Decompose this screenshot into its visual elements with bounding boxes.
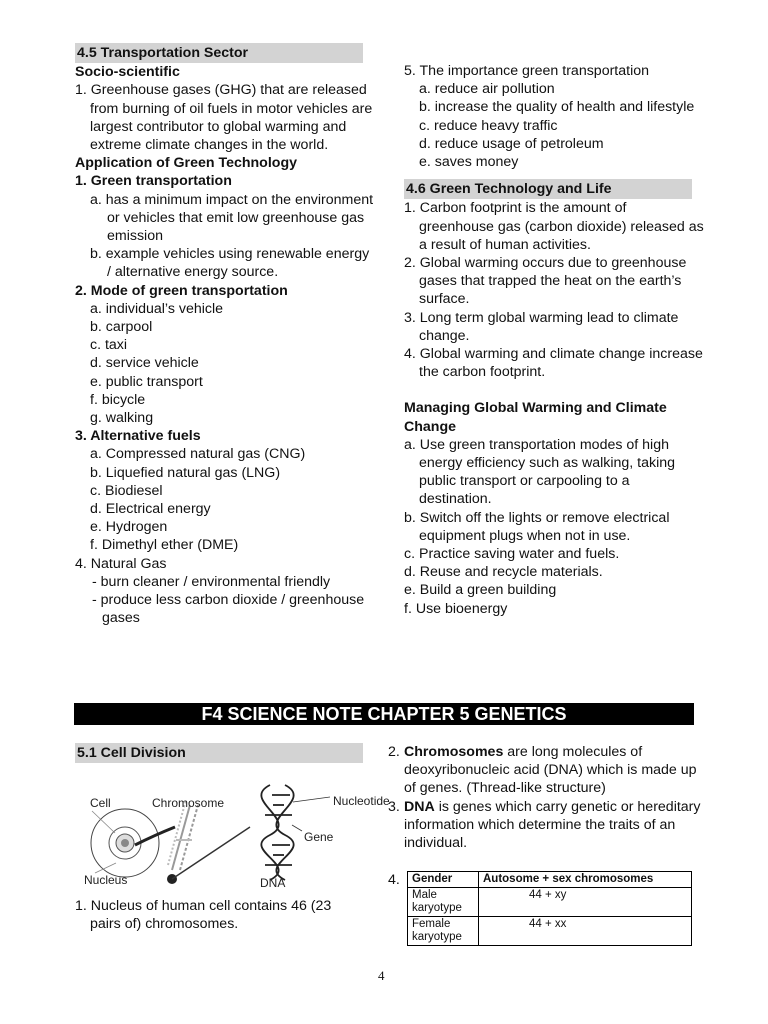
list-item: c. Biodiesel [90,482,163,499]
chapter-left-item [75,897,365,933]
list-item: d. Reuse and recycle materials. [404,564,603,581]
bold-term: DNA [404,798,435,815]
figure-label-dna: DNA [260,876,286,890]
list-item: c. taxi [90,337,128,354]
table-cell: 44 + xy [479,888,692,917]
table-header-row [408,872,692,888]
table-header: Autosome + sex chromosomes [479,872,692,888]
table-cell: 44 + xx [479,917,692,946]
section-header-4-5: 4.5 Transportation Sector [75,43,363,63]
item-text: is genes which carry genetic or hereditary information which determine the traits of an individual. [404,798,701,852]
list-item: d. service vehicle [90,355,199,372]
list-item: f. Use bioenergy [404,600,508,617]
table-header: Gender [408,872,479,888]
figure-label-gene: Gene [304,830,334,844]
page-number: 4 [378,968,385,983]
left-column [75,43,375,628]
chapter-right [386,743,706,852]
table-cell: Female karyotype [408,917,479,946]
list-item: b. example vehicles using renewable energy / alternative energy source. [90,246,370,281]
list-item: b. Liquefied natural gas (LNG) [90,464,281,481]
list-item: f. bicycle [90,391,146,408]
socio-title: Socio-scientific [75,64,180,81]
list-item: e. Build a green building [404,582,557,599]
list-item: a. Compressed natural gas (CNG) [90,446,306,463]
green-transport-title: 1. Green transportation [75,173,232,190]
figure-label-nucleotide: Nucleotide [333,794,390,808]
list-item: b. increase the quality of health and lifestyle [419,99,695,116]
table-cell: Male karyotype [408,888,479,917]
chromosomes-item [386,743,706,798]
list-item: b. Switch off the lights or remove electrical equipment plugs when not in use. [404,509,670,544]
fuels-title: 3. Alternative fuels [75,428,201,445]
list-item: c. reduce heavy traffic [419,117,558,134]
mode-title: 2. Mode of green transportation [75,282,288,299]
list-item: 2. Global warming occurs due to greenhouse gases that trapped the heat on the earth’s surface. [404,255,687,308]
list-item: a. has a minimum impact on the environment or vehicles that emit low greenhouse gas emission [90,191,374,245]
bold-term: Chromosomes [404,744,504,760]
list-item: f. Dimethyl ether (DME) [90,537,239,554]
list-item: 4. Global warming and climate change increase the carbon footprint. [404,346,703,381]
list-item: 3. Long term global warming lead to climate change. [404,309,679,344]
section-header-4-6: 4.6 Green Technology and Life [404,179,692,199]
dna-helix [261,785,293,880]
figure-label-nucleus: Nucleus [84,873,128,887]
list-item: a. individual’s vehicle [90,300,224,317]
list-item: 1. Carbon footprint is the amount of greenhouse gas (carbon dioxide) released as a result of human activities. [404,200,704,253]
list-item: a. reduce air pollution [419,81,555,98]
list-item: e. public transport [90,373,203,390]
application-title: Application of Green Technology [75,155,298,172]
chapter-left [75,743,375,763]
right-column [404,62,704,618]
chapter-banner: F4 SCIENCE NOTE CHAPTER 5 GENETICS [74,703,694,725]
importance-title: 5. The importance green transportation [404,63,650,79]
section-header-5-1: 5.1 Cell Division [75,743,363,763]
chromosome-diagram [168,800,198,870]
managing-title: Managing Global Warming and Climate Change [404,400,667,435]
figure-label-chromosome: Chromosome [152,796,225,810]
item-text: are long molecules of deoxyribonucleic acid (DNA) which is made up of genes. (Thread-like structure) [404,744,697,797]
cell-dna-figure [80,765,390,890]
list-item: b. carpool [90,319,153,336]
list-item: c. Practice saving water and fuels. [404,546,620,563]
list-item: d. reduce usage of petroleum [419,135,604,152]
table-row [408,888,692,917]
list-item: d. Electrical energy [90,501,211,518]
dna-item [386,798,706,853]
list-item: g. walking [90,410,154,427]
karyotype-table [407,871,692,946]
item-number: 2. [388,744,400,760]
list-item: - burn cleaner / environmental friendly [92,573,331,590]
gas-title: 4. Natural Gas [75,555,167,572]
figure-label-cell: Cell [90,796,111,810]
list-item: a. Use green transportation modes of high energy efficiency such as walking, taking public transport or carpooling to a destination. [404,436,676,508]
list-item: e. Hydrogen [90,519,168,536]
item-four-number: 4. [388,872,400,888]
socio-item: 1. Greenhouse gases (GHG) that are released from burning of oil fuels in motor vehicles are largest contributor to global warming and extreme climate changes in the world. [75,82,373,154]
item-number: 3. [388,798,400,815]
table-row [408,917,692,946]
list-item: 1. Nucleus of human cell contains 46 (23 pairs of) chromosomes. [75,898,332,933]
list-item: - produce less carbon dioxide / greenhouse gases [92,592,365,627]
cell-diagram [91,809,175,877]
list-item: e. saves money [419,154,519,171]
